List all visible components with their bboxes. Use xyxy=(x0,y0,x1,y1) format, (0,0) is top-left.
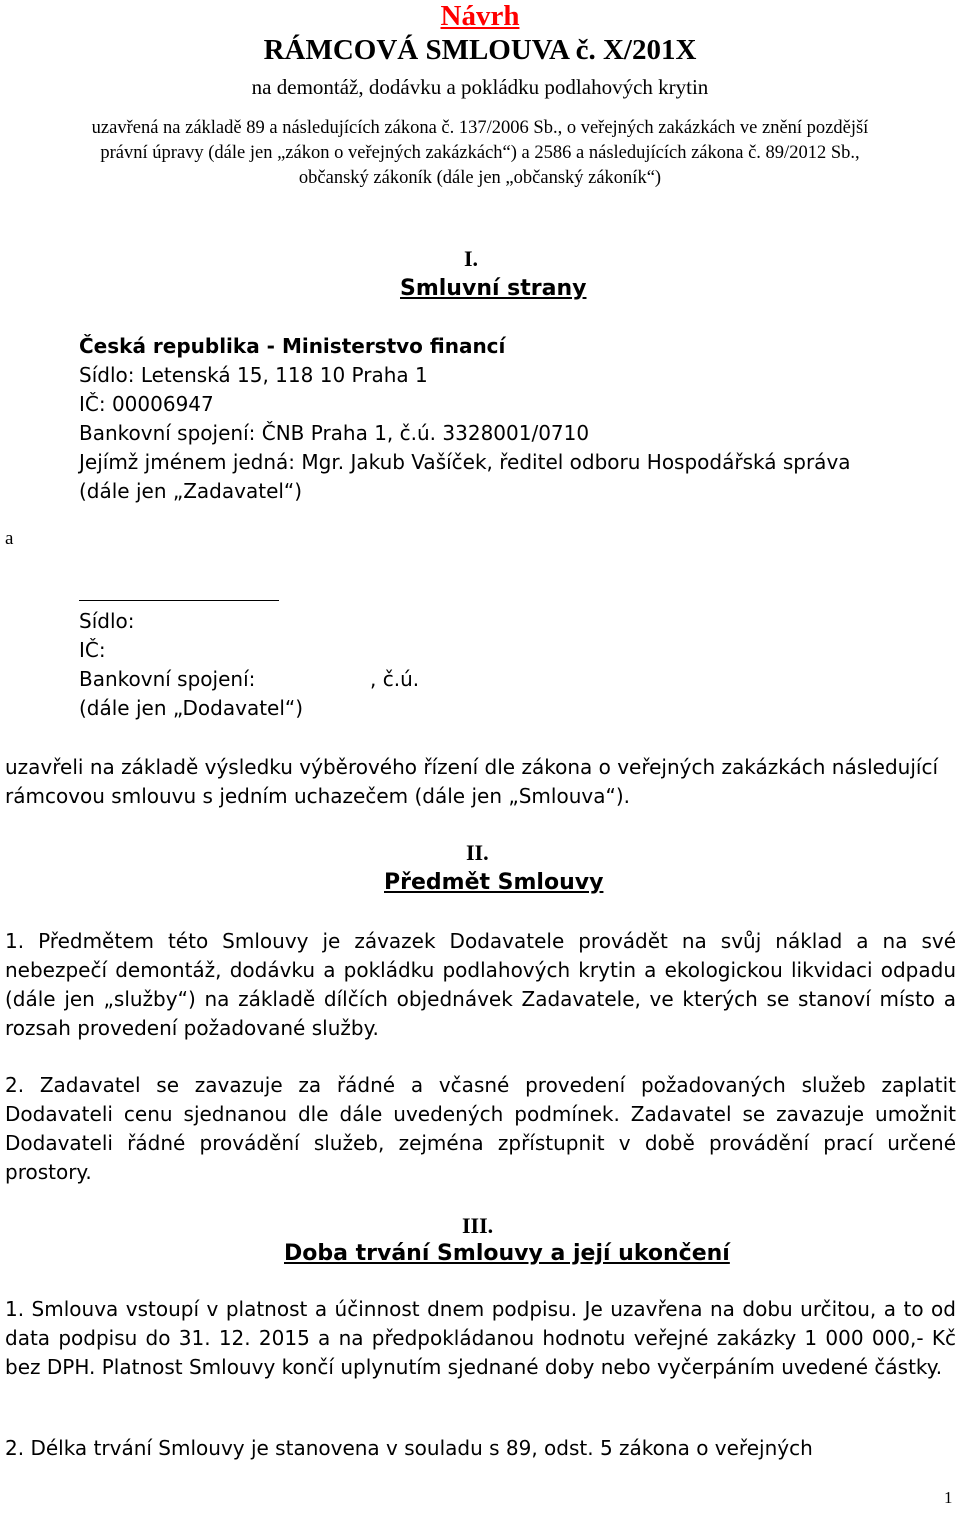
legal-basis-line-1: uzavřená na základě 89 a následujících zákona č. 137/2006 Sb., o veřejných zakázkách ve znění pozdější xyxy=(91,118,869,138)
legal-basis-line-3: občanský zákoník (dále jen „občanský zákoník“) xyxy=(298,168,662,188)
supplier-name-blank xyxy=(79,600,279,601)
supplier-bank: Bankovní spojení: xyxy=(79,667,256,691)
supplier-ico: IČ: xyxy=(79,638,106,662)
supplier-account: , č.ú. xyxy=(370,667,420,691)
client-seat: Sídlo: Letenská 15, 118 10 Praha 1 xyxy=(79,363,428,387)
section-3-paragraph-1: 1. Smlouva vstoupí v platnost a účinnost dnem podpisu. Je uzavřena na dobu určitou, a to od data podpisu do 31. 12. 2015 a na předpokládanou hodnotu veřejné zakázky 1 000 000,- Kč bez DPH. Platnost Smlouvy končí uplynutím sjednané doby nebo vyčerpáním uvedené částky. xyxy=(5,1297,956,1379)
contract-subtitle: na demontáž, dodávku a pokládku podlahových krytin xyxy=(251,75,709,99)
client-ico: IČ: 00006947 xyxy=(79,392,214,416)
client-bank: Bankovní spojení: ČNB Praha 1, č.ú. 3328001/0710 xyxy=(79,421,590,445)
supplier-seat: Sídlo: xyxy=(79,609,135,633)
client-name: Česká republika - Ministerstvo financí xyxy=(79,334,506,358)
page-number: 1 xyxy=(944,1488,953,1507)
section-3-number: III. xyxy=(462,1213,494,1238)
section-3-title: Doba trvání Smlouvy a její ukončení xyxy=(284,1241,730,1266)
closing-line-1: uzavřeli na základě výsledku výběrového řízení dle zákona o veřejných zakázkách následující xyxy=(5,755,939,779)
contract-title: RÁMCOVÁ SMLOUVA č. X/201X xyxy=(263,34,697,66)
section-2-paragraph-1: 1. Předmětem této Smlouvy je závazek Dodavatele provádět na svůj náklad a na své nebezpečí demontáž, dodávku a pokládku podlahových krytin a ekologickou likvidaci odpadu (dále jen „služby“) na základě dílčích objednávek Zadavatele, ve kterých se stanoví místo a rozsah provedení požadované služby. xyxy=(5,929,956,1040)
client-representative: Jejímž jménem jedná: Mgr. Jakub Vašíček, ředitel odboru Hospodářská správa xyxy=(79,450,851,474)
closing-line-2: rámcovou smlouvu s jedním uchazečem (dále jen „Smlouva“). xyxy=(5,784,630,808)
section-3-paragraph-2: 2. Délka trvání Smlouvy je stanovena v souladu s 89, odst. 5 zákona o veřejných xyxy=(5,1436,813,1460)
supplier-alias: (dále jen „Dodavatel“) xyxy=(79,696,304,720)
section-2-title: Předmět Smlouvy xyxy=(384,870,604,895)
section-1-title: Smluvní strany xyxy=(400,276,587,301)
client-alias: (dále jen „Zadavatel“) xyxy=(79,479,303,503)
section-2-number: II. xyxy=(466,840,489,865)
section-1-number: I. xyxy=(464,246,479,271)
section-2-paragraph-2: 2. Zadavatel se zavazuje za řádné a včasné provedení požadovaných služeb zaplatit Dodavateli cenu sjednanou dle dále uvedených podmínek. Zadavatel se zavazuje umožnit Dodavateli řádné provádění služeb, zejména zpřístupnit v době provádění prací určené prostory. xyxy=(5,1073,956,1184)
conjunction: a xyxy=(5,528,14,549)
draft-label: Návrh xyxy=(440,0,520,32)
legal-basis-line-2: právní úpravy (dále jen „zákon o veřejných zakázkách“) a 2586 a následujících zákona č. 89/2012 Sb., xyxy=(100,143,860,163)
